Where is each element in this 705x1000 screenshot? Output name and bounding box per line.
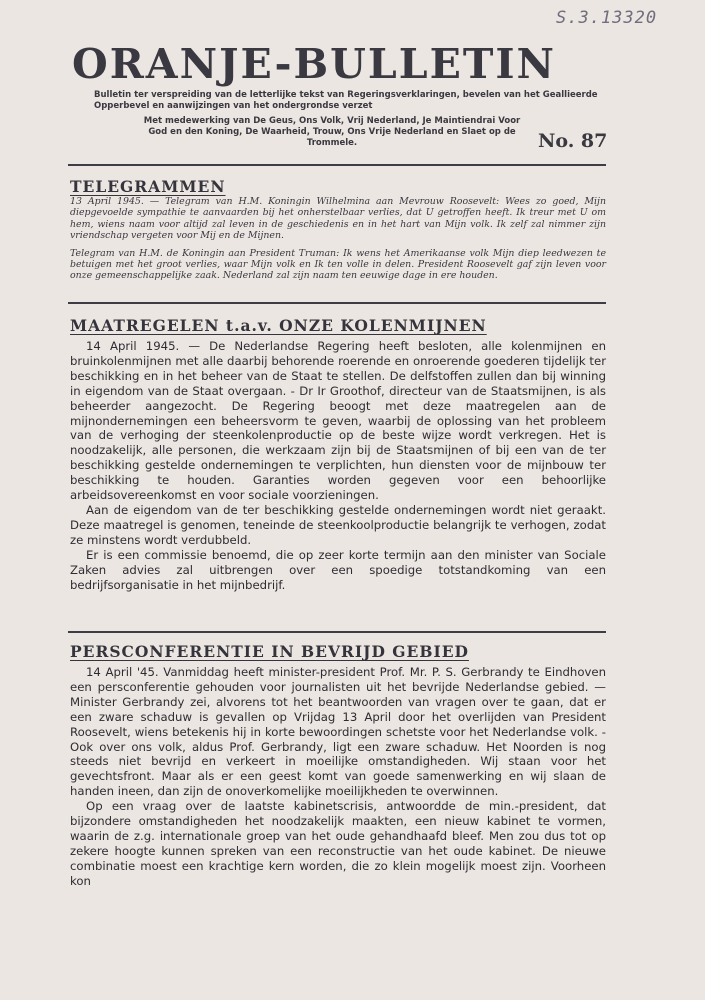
- issue-number: No. 87: [538, 130, 608, 152]
- telegram-wilhelmina: 13 April 1945. — Telegram van H.M. Koningin Wilhelmina aan Mevrouw Roosevelt: Wees zo goed, Mijn diepgevoelde sympathie te aanvaarden bij het onherstelbaar verlies, dat U getroffen heeft. Ik treur met U om hem, wiens naam voor altijd zal leven in de geschiedenis en in het hart van Mijn volk. Ik zelf zal nimmer zijn vriendschap vergeten voor Mij en de Mijnen.: [70, 196, 606, 242]
- persconferentie-paragraph-2: Op een vraag over de laatste kabinetscrisis, antwoordde de min.-president, dat bijzondere omstandigheden het noodzakelijk maakten, een nieuw kabinet te vormen, waarin de z.g. internationale groep van het oude gehandhaafd bleef. Men zou dus tot op zekere hoogte kunnen spreken van een reconstructie van het oude kabinet. De nieuwe combinatie moest een krachtige kern worden, die zo klein mogelijk moest zijn. Voorheen kon: [70, 799, 606, 888]
- persconferentie-paragraph-1: 14 April '45. Vanmiddag heeft minister-president Prof. Mr. P. S. Gerbrandy te Eindhoven een persconferentie gehouden voor journalisten uit het bevrijde Nederlandse gebied. — Minister Gerbrandy zei, alvorens tot het beantwoorden van vragen over te gaan, dat er een zware schaduw is gevallen op Vrijdag 13 April door het overlijden van President Roosevelt, wiens betekenis hij in korte bewoordingen schetste voor het Nederlandse volk. - Ook over ons volk, aldus Prof. Gerbrandy, ligt een zware schaduw. Het Noorden is nog steeds niet bevrijd en verkeert in moeilijke omstandigheden. Wij staan voor het gevechtsfront. Maar als er een geest komt van goede samenwerking en wij slaan de handen ineen, dan zijn de onoverkomelijke moeilijkheden te overwinnen.: [70, 665, 606, 799]
- archive-mark: S.3.13320: [556, 8, 658, 28]
- maatregelen-paragraph-3: Er is een commissie benoemd, die op zeer korte termijn aan den minister van Sociale Zaken advies zal uitbrengen over een spoedige totstandkoming van een bedrijfsorganisatie in het mijnbedrijf.: [70, 547, 606, 592]
- persconferentie-heading: PERSCONFERENTIE IN BEVRIJD GEBIED: [70, 642, 469, 661]
- section-persconferentie: [70, 642, 606, 889]
- telegrammen-heading: TELEGRAMMEN: [70, 177, 226, 196]
- maatregelen-paragraph-2: Aan de eigendom van de ter beschikking gestelde ondernemingen wordt niet geraakt. Deze maatregel is genomen, teneinde de steenkoolproductie belangrijk te verhogen, zodat ze minstens wordt verdubbeld.: [70, 502, 606, 547]
- telegram-truman: Telegram van H.M. de Koningin aan President Truman: Ik wens het Amerikaanse volk Mijn diep leedwezen te betuigen met het groot verlies, waar Mijn volk en Ik ten volle in delen. President Roosevelt gaf zijn leven voor onze gemeenschappelijke zaak. Nederland zal zijn naam ten eeuwige dage in ere houden.: [70, 247, 606, 282]
- collaboration-note: Met medewerking van De Geus, Ons Volk, Vrij Nederland, Je Maintiendrai Voor God en den Koning, De Waarheid, Trouw, Ons Vrije Nederland en Slaet op de Trommele.: [143, 116, 521, 148]
- maatregelen-paragraph-1: 14 April 1945. — De Nederlandse Regering heeft besloten, alle kolenmijnen en bruinkolenmijnen met alle daarbij behorende roerende en onroerende goederen tijdelijk ter beschikking en in het beheer van de Staat te stellen. De delfstoffen zullen dan bij winning in eigendom van de Staat overgaan. - Dr Ir Groothof, directeur van de Staatsmijnen, is als beheerder aangezocht. De Regering beoogt met deze maatregelen aan de mijnondernemingen een beheersvorm te geven, waarbij de oplossing van het probleem van de verhoging der steenkolenproductie op de beste wijze wordt verkregen. Het is noodzakelijk, alle personen, die werkzaam zijn bij de Staatsmijnen of bij een van de ter beschikking gestelde ondernemingen te verplichten, hun diensten voor de mijnbouw ter beschikking te houden. Garanties worden gegeven voor een behoorlijke arbeidsovereenkomst en voor sociale voorzieningen.: [70, 339, 606, 503]
- masthead: [72, 40, 607, 149]
- divider-top: [68, 164, 606, 166]
- bulletin-title: ORANJE-BULLETIN: [72, 40, 556, 88]
- maatregelen-heading: MAATREGELEN t.a.v. ONZE KOLENMIJNEN: [70, 316, 487, 335]
- divider-1: [68, 302, 606, 304]
- bulletin-tagline: Bulletin ter verspreiding van de letterlijke tekst van Regeringsverklaringen, bevelen van het Geallieerde Opperbevel en aanwijzingen van het ondergrondse verzet: [94, 90, 598, 111]
- section-maatregelen: [70, 316, 606, 592]
- divider-2: [68, 631, 606, 633]
- section-telegrammen: [70, 177, 606, 282]
